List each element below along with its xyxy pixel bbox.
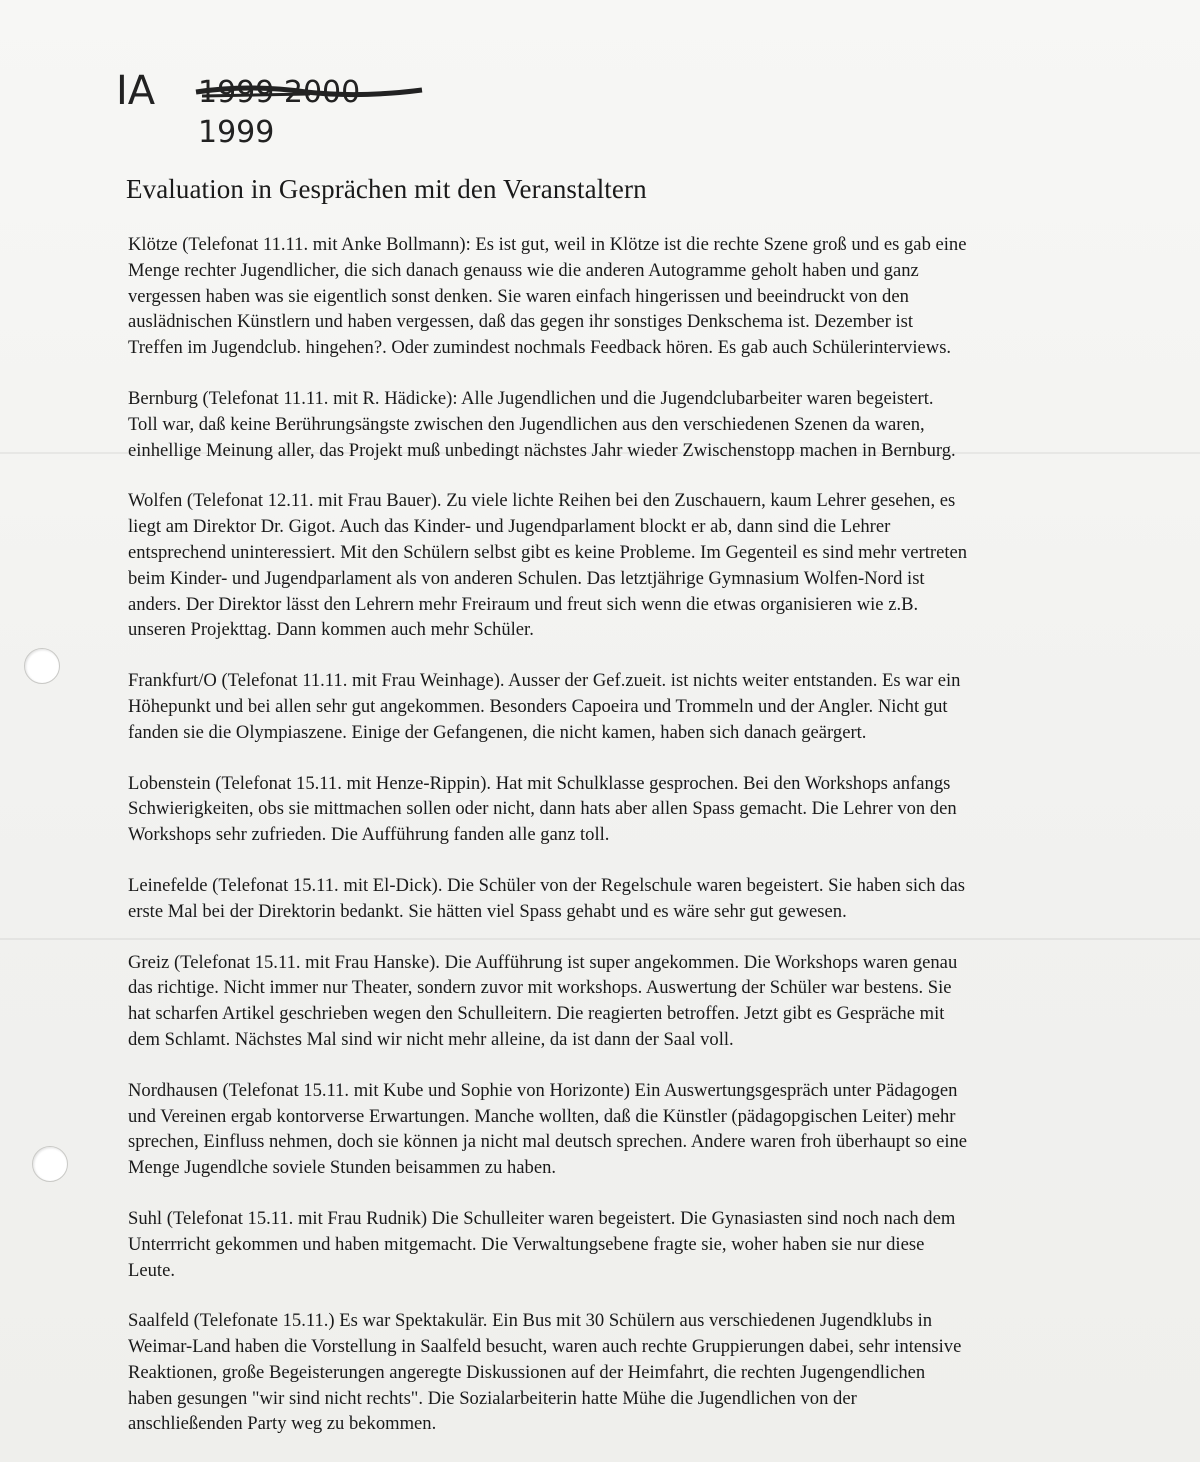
punch-hole-icon [32, 1146, 68, 1182]
entry-line: vergessen haben was sie eigentlich sonst denken. Sie waren einfach hingerissen und beeindruckt von den [128, 285, 909, 307]
entry-line: unseren Projekttag. Dann kommen auch mehr Schüler. [128, 619, 534, 641]
annotation-prefix: IA [116, 68, 156, 114]
entry-line: Lobenstein (Telefonat 15.11. mit Henze-Rippin). Hat mit Schulklasse gesprochen. Bei den Workshops anfangs [128, 772, 951, 794]
entry-line: liegt am Direktor Dr. Gigot. Auch das Kinder- und Jugendparlament blockt er ab, dann sind die Lehrer [128, 516, 891, 538]
entry-line: hat scharfen Artikel geschrieben wegen den Schulleitern. Die reagierten betroffen. Jetzt gibt es Gespräche mit [128, 1003, 945, 1025]
entry-line: Weimar-Land haben die Vorstellung in Saalfeld besucht, waren auch rechte Gruppierungen dabei, sehr intensive [128, 1336, 962, 1358]
entry-leinefelde [128, 873, 1128, 925]
entry-line: und Vereinen ergab kontorverse Erwartungen. Manche wollten, daß die Künstler (pädagopgischen Leiter) mehr [128, 1105, 956, 1127]
entry-line: das richtige. Nicht immer nur Theater, sondern zuvor mit workshops. Auswertung der Schüler war bestens. Sie [128, 977, 952, 999]
entry-line: Unterrricht gekommen und haben mitgemacht. Die Verwaltungsebene fragte sie, woher haben sie nur diese [128, 1233, 925, 1255]
entry-line: Leute. [128, 1259, 175, 1281]
entry-line: Menge Jugendlche soviele Stunden beisammen zu haben. [128, 1157, 557, 1179]
entry-line: Höhepunkt und bei allen sehr gut angekommen. Besonders Capoeira und Trommeln und der Angler. Nicht gut [128, 695, 948, 717]
entry-line: auslädnischen Künstlern und haben vergessen, daß das gegen ihr sonstiges Denkschema ist. Dezember ist [128, 311, 914, 333]
annotation-year: 1999 [198, 115, 275, 150]
entry-line: Frankfurt/O (Telefonat 11.11. mit Frau Weinhage). Ausser der Gef.zueit. ist nichts weiter entstanden. Es war ein [128, 670, 961, 692]
entry-line: Leinefelde (Telefonat 15.11. mit El-Dick). Die Schüler von der Regelschule waren begeistert. Sie haben sich das [128, 874, 966, 896]
entry-line: Greiz (Telefonat 15.11. mit Frau Hanske). Die Aufführung ist super angekommen. Die Workshops waren genau [128, 951, 958, 973]
annotation-struck-years: 1999 2000 [198, 75, 361, 110]
entry-line: sprechen, Einfluss nehmen, doch sie können ja nicht mal deutsch sprechen. Andere waren froh überhaupt so eine [128, 1131, 968, 1153]
entry-line: erste Mal bei der Direktorin bedankt. Sie hätten viel Spass gehabt und es wäre sehr gut gewesen. [128, 900, 847, 922]
entry-bernburg [128, 386, 1128, 463]
entry-line: anders. Der Direktor lässt den Lehrern mehr Freiraum und freut sich wenn die etwas organisieren wie z.B. [128, 593, 919, 615]
entry-wolfen [128, 488, 1128, 643]
handwritten-annotation [110, 58, 450, 158]
entry-line: anschließenden Party weg zu bekommen. [128, 1413, 437, 1435]
entry-line: Treffen im Jugendclub. hingehen?. Oder zumindest nochmals Feedback hören. Es gab auch Schülerinterviews. [128, 337, 952, 359]
entry-line: Wolfen (Telefonat 12.11. mit Frau Bauer). Zu viele lichte Reihen bei den Zuschauern, kaum Lehrer gesehen, es [128, 490, 956, 512]
entry-line: Suhl (Telefonat 15.11. mit Frau Rudnik) Die Schulleiter waren begeistert. Die Gynasiasten sind noch nach dem [128, 1207, 956, 1229]
entry-line: Reaktionen, große Begeisterungen angeregte Diskussionen auf der Heimfahrt, die rechten Jugengendlichen [128, 1361, 926, 1383]
page-title: Evaluation in Gesprächen mit den Veranstaltern [126, 174, 647, 204]
entry-lobenstein [128, 771, 1128, 848]
evaluation-entries [128, 232, 1128, 1462]
entry-line: Menge rechter Jugendlicher, die sich danach genauss wie die anderen Autogramme geholt haben und ganz [128, 259, 919, 281]
entry-line: Bernburg (Telefonat 11.11. mit R. Hädicke): Alle Jugendlichen und die Jugendclubarbeiter waren begeistert. [128, 387, 934, 409]
entry-kloetze [128, 232, 1128, 361]
entry-saalfeld [128, 1308, 1128, 1437]
entry-line: haben gesungen "wir sind nicht rechts". Die Sozialarbeiterin hatte Mühe die Jugendlichen von der [128, 1387, 857, 1409]
entry-line: beim Kinder- und Jugendparlament als von anderen Schulen. Das letztjährige Gymnasium Wolfen-Nord ist [128, 567, 925, 589]
entry-line: Schwierigkeiten, obs sie mittmachen sollen oder nicht, dann hats aber allen Spass gemacht. Die Lehrer von den [128, 798, 957, 820]
entry-greiz [128, 950, 1128, 1053]
entry-line: Toll war, daß keine Berührungsängste zwischen den Jugendlichen aus den verschiedenen Szenen da waren, [128, 413, 925, 435]
entry-line: Nordhausen (Telefonat 15.11. mit Kube und Sophie von Horizonte) Ein Auswertungsgespräch unter Pädagogen [128, 1079, 958, 1101]
entry-line: fanden sie die Olympiaszene. Einige der Gefangenen, die nicht kamen, haben sich danach geärgert. [128, 721, 867, 743]
entry-line: Saalfeld (Telefonate 15.11.) Es war Spektakulär. Ein Bus mit 30 Schülern aus verschiedenen Jugendklubs in [128, 1310, 933, 1332]
entry-frankfurt [128, 668, 1128, 745]
entry-line: einhellige Meinung aller, das Projekt muß unbedingt nächstes Jahr wieder Zwischenstopp machen in Bernburg. [128, 439, 956, 461]
strike-through-mark [202, 94, 310, 96]
entry-suhl [128, 1206, 1128, 1283]
entry-line: Workshops sehr zufrieden. Die Aufführung fanden alle ganz toll. [128, 824, 610, 846]
entry-line: dem Schlamt. Nächstes Mal sind wir nicht mehr alleine, da ist dann der Saal voll. [128, 1028, 734, 1050]
punch-hole-icon [24, 648, 60, 684]
entry-line: entsprechend uninteressiert. Mit den Schülern selbst gibt es keine Probleme. Im Gegenteil es sind mehr vertreten [128, 541, 968, 563]
entry-line: Klötze (Telefonat 11.11. mit Anke Bollmann): Es ist gut, weil in Klötze ist die rechte Szene groß und es gab eine [128, 234, 967, 255]
entry-nordhausen [128, 1078, 1128, 1181]
